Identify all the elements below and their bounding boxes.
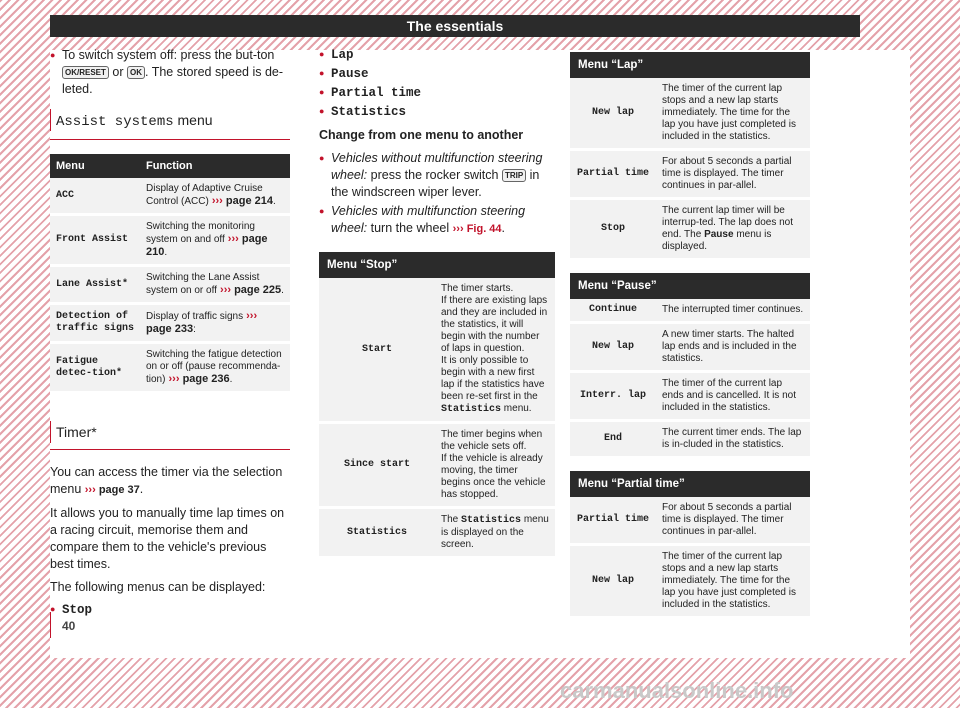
page-ref: page 210 — [146, 233, 268, 258]
menu-option-cell: Stop — [570, 199, 656, 260]
no-mfsw-label: Vehicles without multifunction steering wheel: — [331, 151, 543, 182]
table-row — [50, 266, 290, 304]
function-text: Switching the Lane Assist system on or off — [146, 272, 260, 296]
menu-option-cell: Continue — [570, 299, 656, 323]
page-ref: page 233 — [146, 323, 194, 335]
function-cell — [140, 266, 290, 304]
timer-paragraph-3: The following menus can be displayed: — [50, 580, 266, 594]
menu-option-cell: Partial time — [570, 497, 656, 545]
description-cell — [656, 199, 810, 260]
menu-code: Statistics — [441, 404, 502, 415]
description-cell — [435, 508, 555, 558]
menu-option-cell: Since start — [319, 423, 435, 508]
bullet-lap: ● Lap — [319, 47, 555, 64]
menu-cell: ACC — [50, 178, 140, 215]
description-text: The — [441, 514, 459, 525]
column-middle — [319, 47, 555, 571]
description-cell — [656, 421, 810, 458]
description-text-end: menu. — [503, 403, 532, 414]
table-row — [319, 278, 555, 423]
link-arrow-icon: ››› — [165, 373, 183, 385]
menu-option-cell: Start — [319, 278, 435, 423]
bullet-stop: ● Stop — [50, 602, 290, 619]
page-link[interactable] — [209, 195, 273, 207]
menu-option-cell: New lap — [570, 545, 656, 618]
change-menu-heading: Change from one menu to another — [319, 128, 524, 142]
table-row — [570, 199, 810, 260]
ok-key-icon: OK — [127, 66, 145, 79]
menu-cell: Detection of traffic signs — [50, 304, 140, 343]
page-link[interactable] — [165, 373, 229, 385]
function-text: Display of traffic signs — [146, 311, 244, 322]
trip-key-icon: TRIP — [502, 169, 526, 182]
page-number-rule — [50, 612, 51, 638]
description-text: For about 5 seconds a partial time is displayed. The timer continues in par-allel. — [662, 156, 792, 191]
description-cell — [656, 323, 810, 372]
watermark: carmanualsonline.info — [560, 678, 794, 703]
wheel-text: turn the wheel — [370, 221, 450, 235]
table-row — [570, 323, 810, 372]
assist-heading-text: menu — [177, 112, 213, 128]
table-row — [319, 423, 555, 508]
page-ref: page 225 — [234, 284, 282, 296]
menu-stop-table — [319, 252, 555, 559]
page-ref: page 214 — [225, 195, 273, 207]
instruction-or: or — [112, 65, 124, 79]
bullet-pause: ● Pause — [319, 66, 555, 83]
description-cell — [435, 278, 555, 423]
function-cell — [140, 215, 290, 266]
table-row — [570, 150, 810, 199]
table-row — [570, 497, 810, 545]
link-arrow-icon: ››› — [224, 233, 242, 245]
table-row — [50, 215, 290, 266]
link-arrow-icon: ››› — [216, 284, 235, 296]
description-text: The current timer ends. The lap is in-cluded in the statistics. — [662, 427, 802, 450]
ref-tail: . — [164, 247, 168, 258]
description-cell — [656, 497, 810, 545]
switch-off-instruction — [50, 47, 290, 98]
description-text: The current lap timer will be interrup-ted. The lap does not end. The — [662, 205, 794, 240]
menu-option-cell: New lap — [570, 78, 656, 150]
mfsw-label: Vehicles with multifunction steering wheel: — [331, 204, 526, 235]
menu-option-cell: Partial time — [570, 150, 656, 199]
timer-p1-text: You can access the timer via the selection menu — [50, 465, 283, 496]
description-text-end: menu is displayed. — [662, 229, 772, 252]
description-cell — [656, 545, 810, 618]
description-text: The timer begins when the vehicle sets off. If the vehicle is already moving, the timer begins once the vehicle has stopped. — [441, 429, 546, 500]
description-cell — [656, 372, 810, 421]
description-text: The timer of the current lap ends and is cancelled. It is not included in the statistics. — [662, 378, 796, 413]
menu-option-cell: New lap — [570, 323, 656, 372]
description-cell — [435, 423, 555, 508]
ref-tail: . — [281, 285, 284, 296]
menu-lap-table — [570, 52, 810, 261]
assist-systems-heading — [50, 112, 290, 140]
column-left — [50, 47, 290, 625]
table-row — [570, 372, 810, 421]
link-arrow-icon: ››› — [208, 195, 226, 207]
fig-44-link[interactable]: ››› Fig. 44 — [452, 223, 502, 235]
menu-code: Statistics — [461, 515, 522, 526]
menu-pause-table — [570, 273, 810, 459]
change-bullet-2: ● Vehicles with multifunction steering wheel: turn the wheel ››› Fig. 44. — [319, 203, 555, 238]
timer-paragraph-1: You can access the timer via the selection menu ››› page 37. — [50, 465, 283, 496]
menu-partial-time-table — [570, 471, 810, 619]
menu-pause-title: Menu “Pause” — [570, 273, 810, 299]
menu-cell: Fatigue detec-tion* — [50, 343, 140, 393]
table-row — [570, 545, 810, 618]
menu-cell: Lane Assist* — [50, 266, 140, 304]
description-cell — [656, 299, 810, 323]
table-row — [50, 304, 290, 343]
timer-paragraph-2: It allows you to manually time lap times on a racing circuit, memorise them and compare them to the vehicle's previous best times. — [50, 506, 285, 571]
ref-tail: . — [229, 374, 233, 385]
menu-option-cell: End — [570, 421, 656, 458]
column-right — [570, 52, 810, 631]
bullet-partial-time: ● Partial time — [319, 85, 555, 102]
timer-heading — [50, 424, 290, 450]
function-cell — [140, 304, 290, 343]
menu-cell: Front Assist — [50, 215, 140, 266]
ok-reset-key-icon: OK/RESET — [62, 66, 109, 79]
table-row — [319, 508, 555, 558]
menu-option-cell: Interr. lap — [570, 372, 656, 421]
description-text-end: menu is displayed on the screen. — [441, 514, 549, 550]
table-row — [570, 421, 810, 458]
function-text: Switching the monitoring system on and off — [146, 221, 255, 245]
description-text: The interrupted timer continues. — [662, 304, 804, 315]
table-row — [570, 78, 810, 150]
instruction-text: To switch system off: press the but-ton — [62, 48, 275, 62]
ref-tail: . — [273, 196, 276, 207]
menu-lap-title: Menu “Lap” — [570, 52, 810, 78]
function-text: Switching the fatigue detection on or off (pause recommenda-tion) — [146, 349, 282, 385]
description-text: For about 5 seconds a partial time is displayed. The timer continues in par-allel. — [662, 502, 792, 537]
menu-stop-title: Menu “Stop” — [319, 252, 555, 278]
description-text: The timer of the current lap stops and a new lap starts immediately. The time for the lap you have just completed is included in the statistics. — [662, 551, 796, 610]
col-header-menu: Menu — [50, 154, 140, 178]
col-header-function: Function — [140, 154, 290, 178]
page-number: 40 — [62, 619, 76, 633]
link-arrow-icon: ››› — [243, 310, 258, 322]
menu-bullet-list — [319, 47, 555, 121]
page-header: The essentials — [50, 15, 860, 37]
page-37-link[interactable]: ››› page 37 — [84, 484, 140, 496]
bullet-statistics: ● Statistics — [319, 104, 555, 121]
rocker-text-end: in the windscreen wiper lever. — [331, 168, 540, 199]
table-row — [50, 178, 290, 215]
description-cell — [656, 150, 810, 199]
table-row — [570, 299, 810, 323]
assist-systems-table — [50, 154, 290, 394]
description-text: A new timer starts. The halted lap ends and is included in the statistics. — [662, 329, 797, 364]
description-text: The timer starts. If there are existing laps and they are included in the statistics, it will begin with the number of laps in question. It is only possible to begin with a new first lap if the statistics have been re-set first in the — [441, 283, 548, 402]
ref-tail: : — [193, 324, 196, 335]
assist-heading-code: Assist systems — [56, 114, 174, 130]
menu-name: Pause — [704, 229, 734, 240]
change-bullet-1 — [319, 150, 555, 201]
instruction-text-end: . The stored speed is de-leted. — [62, 65, 284, 96]
description-text: The timer of the current lap stops and a new lap starts immediately. The time for the lap you have just completed is included in the statistics. — [662, 83, 796, 142]
menu-option-cell: Statistics — [319, 508, 435, 558]
function-text: Display of Adaptive Cruise Control (ACC) — [146, 183, 263, 207]
page-ref: page 236 — [182, 373, 230, 385]
description-cell — [656, 78, 810, 150]
menu-partial-title: Menu “Partial time” — [570, 471, 810, 497]
rocker-text: press the rocker switch — [370, 168, 499, 182]
timer-heading-text: Timer* — [56, 424, 97, 440]
table-row — [50, 343, 290, 393]
page-link[interactable] — [217, 284, 281, 296]
function-cell — [140, 343, 290, 393]
table-header-row — [50, 154, 290, 178]
function-cell — [140, 178, 290, 215]
